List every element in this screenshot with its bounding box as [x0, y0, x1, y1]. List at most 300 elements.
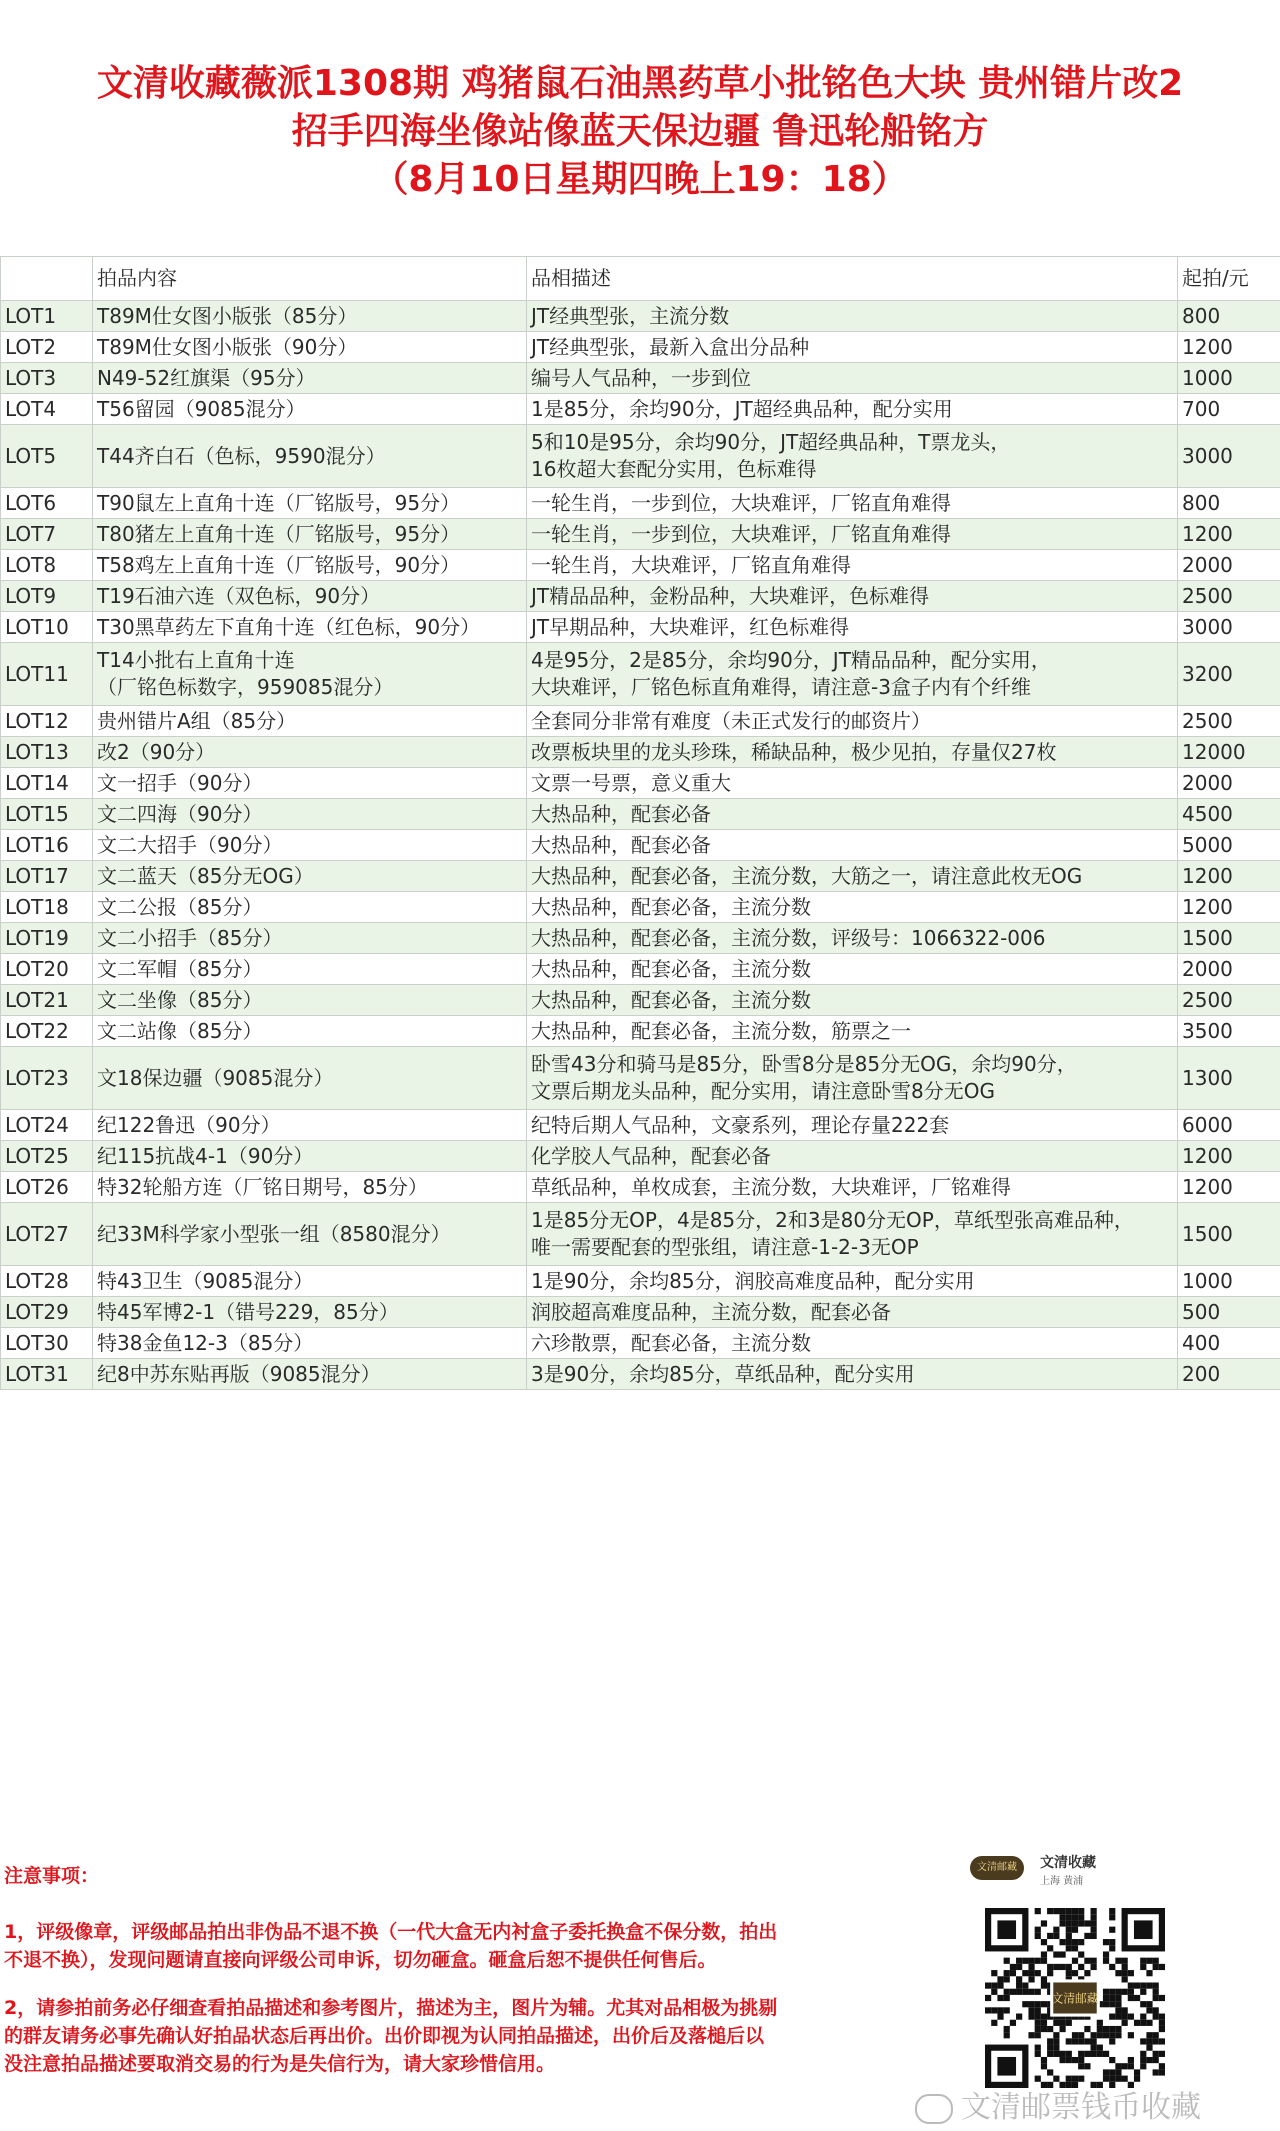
qr-module: [1146, 2057, 1152, 2063]
table-header-row: [1, 257, 1280, 301]
qr-module: [1004, 1958, 1010, 1964]
lot-description: [527, 1328, 1178, 1359]
lot-description: [527, 394, 1178, 425]
note-2: [4, 1994, 884, 2078]
table-row: [1, 1297, 1280, 1328]
table-row: [1, 1172, 1280, 1203]
title-line-3: （8月10日星期四晚上19：18）: [372, 159, 908, 200]
qr-module: [1091, 1933, 1097, 1939]
note-2-line-1: 2，请参拍前务必仔细查看拍品描述和参考图片，描述为主，图片为辅。尤其对品相极为挑剔: [4, 1997, 778, 2019]
lot-number: LOT3: [1, 363, 93, 394]
lot-start-price: 1200: [1178, 861, 1280, 892]
qr-module: [1128, 2063, 1134, 2069]
lot-item: 文二大招手（90分）: [93, 830, 527, 861]
lot-item: 特38金鱼12-3（85分）: [93, 1328, 527, 1359]
lot-start-price: 400: [1178, 1328, 1280, 1359]
qr-module: [1122, 1989, 1128, 1995]
qr-module: [1128, 1982, 1134, 1988]
qr-module: [1084, 2051, 1090, 2057]
qr-module: [1041, 2020, 1047, 2026]
qr-module: [1047, 2038, 1053, 2044]
table-row: [1, 301, 1280, 332]
qr-module: [1078, 2038, 1084, 2044]
qr-module: [1047, 1933, 1053, 1939]
qr-module: [1028, 1989, 1034, 1995]
qr-module: [1103, 2026, 1109, 2032]
lot-number: LOT9: [1, 581, 93, 612]
qr-module: [997, 2057, 1016, 2076]
lot-description: [527, 1141, 1178, 1172]
table-row: [1, 643, 1280, 706]
qr-module: [1053, 2051, 1059, 2057]
title-line-2: 招手四海坐像站像蓝天保边疆 鲁迅轮船铭方: [291, 111, 989, 152]
lot-item: 文一招手（90分）: [93, 768, 527, 799]
qr-module: [1035, 1958, 1041, 1964]
table-row: [1, 768, 1280, 799]
qr-module: [1004, 1976, 1010, 1982]
qr-module: [1078, 1951, 1084, 1957]
lot-number: LOT16: [1, 830, 93, 861]
qr-module: [1066, 1920, 1072, 1926]
watermark: [915, 2082, 1201, 2126]
qr-module: [1097, 2051, 1103, 2057]
qr-module: [1072, 2038, 1078, 2044]
qr-module: [1041, 1920, 1047, 1926]
qr-module: [1022, 2001, 1028, 2007]
qr-module: [1072, 1939, 1078, 1945]
lot-description-line: 大热品种，配套必备，主流分数: [531, 894, 811, 919]
lot-item: 改2（90分）: [93, 737, 527, 768]
lot-description: [527, 799, 1178, 830]
lot-number: LOT25: [1, 1141, 93, 1172]
table-row: [1, 394, 1280, 425]
qr-module: [1103, 2076, 1109, 2082]
qr-module: [1041, 2001, 1047, 2007]
qr-module: [1115, 2007, 1121, 2013]
qr-module: [1059, 2051, 1065, 2057]
lot-start-price: 3000: [1178, 612, 1280, 643]
qr-module: [991, 1970, 997, 1976]
lot-start-price: 1300: [1178, 1047, 1280, 1110]
header-item: 拍品内容: [93, 257, 527, 301]
qr-module: [1035, 1970, 1041, 1976]
lot-description: [527, 861, 1178, 892]
qr-module: [997, 1995, 1003, 2001]
qr-module: [1109, 2076, 1115, 2082]
qr-module: [1041, 2063, 1047, 2069]
qr-module: [1122, 1976, 1128, 1982]
qr-module: [1059, 2020, 1065, 2026]
lot-start-price: 2500: [1178, 706, 1280, 737]
qr-module: [1153, 1989, 1159, 1995]
lot-start-price: 2000: [1178, 768, 1280, 799]
lot-description-line: 一轮生肖，一步到位，大块难评，厂铭直角难得: [531, 490, 951, 515]
lot-number: LOT21: [1, 985, 93, 1016]
qr-module: [1140, 1982, 1146, 1988]
qr-module: [1028, 2032, 1034, 2038]
lot-description-line: 1是90分，余均85分，润胶高难度品种，配分实用: [531, 1268, 975, 1293]
qr-module: [1140, 2020, 1146, 2026]
lot-item-line: （厂铭色标数字，959085混分）: [97, 675, 394, 699]
lot-item: 纪8中苏东贴再版（9085混分）: [93, 1359, 527, 1390]
lot-description: [527, 768, 1178, 799]
qr-module: [1059, 1920, 1065, 1926]
qr-module: [1066, 2038, 1072, 2044]
qr-module: [1091, 2045, 1097, 2051]
lot-description-line: JT精品品种，金粉品种，大块难评，色标难得: [531, 583, 930, 608]
qr-module: [1153, 2038, 1159, 2044]
lot-start-price: 2500: [1178, 985, 1280, 1016]
lot-description-line: 1是85分无OP，4是85分，2和3是80分无OP，草纸型张高难品种，: [531, 1208, 1134, 1232]
lot-item: 纪115抗战4-1（90分）: [93, 1141, 527, 1172]
lot-description: [527, 923, 1178, 954]
lot-description-line: 16枚超大套配分实用，色标难得: [531, 457, 817, 481]
qr-module: [997, 1982, 1003, 1988]
qr-module: [1028, 2014, 1034, 2020]
qr-module: [1153, 2051, 1159, 2057]
lot-description: [527, 892, 1178, 923]
qr-module: [1097, 2032, 1103, 2038]
note-2-line-2: 的群友请务必事先确认好拍品状态后再出价。出价即视为认同拍品描述，出价后及落槌后以: [4, 2025, 765, 2047]
lot-item: T58鸡左上直角十连（厂铭版号，90分）: [93, 550, 527, 581]
qr-module: [1140, 1958, 1146, 1964]
lot-description: [527, 332, 1178, 363]
lot-item: T90鼠左上直角十连（厂铭版号，95分）: [93, 488, 527, 519]
qr-module: [1084, 1958, 1090, 1964]
qr-module: [1134, 2020, 1140, 2026]
qr-module: [1066, 1908, 1072, 1914]
lot-description: [527, 1203, 1178, 1266]
lot-start-price: 4500: [1178, 799, 1280, 830]
qr-module: [1035, 2001, 1041, 2007]
table-row: [1, 954, 1280, 985]
qr-module: [1109, 1939, 1115, 1945]
table-row: [1, 892, 1280, 923]
qr-module: [1053, 2038, 1059, 2044]
qr-module: [1159, 2063, 1165, 2069]
lot-item: 文18保边疆（9085混分）: [93, 1047, 527, 1110]
qr-module: [1103, 1958, 1109, 1964]
lot-item: T56留园（9085混分）: [93, 394, 527, 425]
lot-description-line: 大热品种，配套必备，主流分数: [531, 956, 811, 981]
qr-module: [1066, 1945, 1072, 1951]
table-row: [1, 581, 1280, 612]
qr-module: [1159, 2014, 1165, 2020]
table-row: [1, 985, 1280, 1016]
qr-module: [1115, 1989, 1121, 1995]
qr-module: [1010, 2020, 1016, 2026]
qr-module: [1128, 1970, 1134, 1976]
qr-module: [1091, 2032, 1097, 2038]
qr-module: [1010, 1989, 1016, 1995]
lot-description: [527, 643, 1178, 706]
qr-module: [1028, 1970, 1034, 1976]
qr-module: [1072, 1927, 1078, 1933]
qr-module: [985, 2007, 991, 2013]
qr-module: [1053, 1933, 1059, 1939]
qr-module: [985, 1995, 991, 2001]
qr-module: [1128, 2014, 1134, 2020]
qr-module: [1159, 2020, 1165, 2026]
qr-module: [1078, 2057, 1084, 2063]
lot-item: T80猪左上直角十连（厂铭版号，95分）: [93, 519, 527, 550]
qr-module: [1066, 2051, 1072, 2057]
lot-item: 纪122鲁迅（90分）: [93, 1110, 527, 1141]
header-desc: 品相描述: [527, 257, 1178, 301]
qr-module: [1047, 2051, 1053, 2057]
qr-module: [1146, 2045, 1152, 2051]
table-row: [1, 488, 1280, 519]
lot-description: [527, 581, 1178, 612]
lot-description-line: 编号人气品种，一步到位: [531, 365, 751, 390]
qr-module: [1122, 2063, 1128, 2069]
lot-number: LOT24: [1, 1110, 93, 1141]
lot-start-price: 1500: [1178, 1203, 1280, 1266]
lot-number: LOT6: [1, 488, 93, 519]
lot-description-line: 大热品种，配套必备，主流分数，评级号：1066322-006: [531, 925, 1046, 950]
qr-module: [1146, 2001, 1152, 2007]
lot-description: [527, 488, 1178, 519]
qr-module: [1066, 1939, 1072, 1945]
qr-module: [997, 1976, 1003, 1982]
qr-module: [1140, 2063, 1146, 2069]
qr-module: [1146, 1958, 1152, 1964]
qr-module: [1128, 2057, 1134, 2063]
lot-item: N49-52红旗渠（95分）: [93, 363, 527, 394]
qr-module: [1140, 2001, 1146, 2007]
lot-start-price: 2500: [1178, 581, 1280, 612]
lot-description-line: 纪特后期人气品种，文豪系列，理论存量222套: [531, 1112, 950, 1137]
brand-name: 文清收藏: [1040, 1855, 1096, 1871]
qr-module: [1047, 1964, 1053, 1970]
note-1: [4, 1918, 884, 1974]
lot-description-line: 文票一号票，意义重大: [531, 770, 731, 795]
lot-number: LOT27: [1, 1203, 93, 1266]
qr-module: [1109, 2057, 1115, 2063]
qr-module: [1028, 1976, 1034, 1982]
lot-start-price: 1000: [1178, 363, 1280, 394]
qr-module: [1066, 1933, 1072, 1939]
lot-number: LOT31: [1, 1359, 93, 1390]
qr-module: [1109, 1989, 1115, 1995]
lot-number: LOT1: [1, 301, 93, 332]
lot-start-price: 1200: [1178, 1141, 1280, 1172]
qr-module: [1059, 1964, 1065, 1970]
qr-module: [1053, 2045, 1059, 2051]
lot-item: 文二公报（85分）: [93, 892, 527, 923]
lot-number: LOT10: [1, 612, 93, 643]
qr-module: [1004, 1995, 1010, 2001]
qr-module: [1066, 2057, 1072, 2063]
lot-item: T44齐白石（色标，9590混分）: [93, 425, 527, 488]
qr-module: [985, 1982, 991, 1988]
qr-module: [1134, 1995, 1140, 2001]
lot-description-line: JT经典型张，主流分数: [531, 303, 730, 328]
qr-module: [1109, 1927, 1115, 1933]
lot-description-line: 大热品种，配套必备，主流分数，大筋之一，请注意此枚无OG: [531, 863, 1083, 888]
qr-module: [991, 1982, 997, 1988]
qr-module: [1146, 2020, 1152, 2026]
wechat-icon: [915, 2094, 953, 2124]
qr-module: [1041, 2014, 1047, 2020]
qr-module: [1041, 2057, 1047, 2063]
lot-description: [527, 1297, 1178, 1328]
qr-module: [1134, 1982, 1140, 1988]
qr-module: [1122, 1970, 1128, 1976]
qr-module: [1103, 2032, 1109, 2038]
qr-module: [1059, 2026, 1065, 2032]
qr-module: [1004, 1970, 1010, 1976]
brand-row: [970, 1850, 1230, 1900]
qr-module: [1059, 2057, 1065, 2063]
lot-description: [527, 737, 1178, 768]
qr-module: [1084, 2063, 1090, 2069]
qr-module: [1103, 1939, 1109, 1945]
lot-start-price: 3200: [1178, 643, 1280, 706]
qr-module: [1153, 1995, 1159, 2001]
lot-number: LOT14: [1, 768, 93, 799]
lot-number: LOT26: [1, 1172, 93, 1203]
qr-module: [1084, 1970, 1090, 1976]
qr-module: [1109, 1945, 1115, 1951]
lot-item: 文二四海（90分）: [93, 799, 527, 830]
lot-description: [527, 830, 1178, 861]
qr-module: [1122, 1964, 1128, 1970]
qr-code[interactable]: [985, 1908, 1165, 2088]
qr-module: [1122, 2076, 1128, 2082]
qr-module: [991, 2007, 997, 2013]
lot-start-price: 800: [1178, 301, 1280, 332]
qr-module: [1041, 2026, 1047, 2032]
qr-module: [1072, 1908, 1078, 1914]
qr-module: [1078, 2076, 1084, 2082]
lot-start-price: 200: [1178, 1359, 1280, 1390]
qr-module: [1146, 2007, 1152, 2013]
qr-module: [1078, 1914, 1084, 1920]
qr-module: [1022, 1989, 1028, 1995]
qr-module: [1022, 1982, 1028, 1988]
qr-module: [1016, 1964, 1022, 1970]
lot-description-line: JT早期品种，大块难评，红色标难得: [531, 614, 850, 639]
qr-module: [1122, 2020, 1128, 2026]
lot-start-price: 1200: [1178, 1172, 1280, 1203]
qr-module: [1072, 1920, 1078, 1926]
qr-module: [1109, 2032, 1115, 2038]
lot-description-line: 一轮生肖，大块难评，厂铭直角难得: [531, 552, 851, 577]
lot-start-price: 5000: [1178, 830, 1280, 861]
qr-module: [1115, 2032, 1121, 2038]
lot-description: [527, 706, 1178, 737]
qr-module: [1159, 2051, 1165, 2057]
lot-start-price: 700: [1178, 394, 1280, 425]
auction-title: [0, 60, 1280, 204]
note-2-line-3: 没注意拍品描述要取消交易的行为是失信行为，请大家珍惜信用。: [4, 2053, 556, 2075]
table-row: [1, 923, 1280, 954]
lot-description: [527, 1047, 1178, 1110]
qr-module: [1122, 2014, 1128, 2020]
notes-section: [4, 1862, 884, 2098]
lot-item: 文二蓝天（85分无OG）: [93, 861, 527, 892]
lot-start-price: 1200: [1178, 519, 1280, 550]
qr-module: [1066, 1927, 1072, 1933]
qr-module: [1109, 1914, 1115, 1920]
lot-item: 贵州错片A组（85分）: [93, 706, 527, 737]
qr-module: [1004, 2032, 1010, 2038]
qr-module: [1078, 1964, 1084, 1970]
note-1-line-1: 1，评级像章，评级邮品拍出非伪品不退不换（一代大盒无内衬盒子委托换盒不保分数，拍出: [4, 1921, 778, 1943]
qr-module: [1078, 1908, 1084, 1914]
qr-module: [1078, 1920, 1084, 1926]
qr-module: [1078, 2051, 1084, 2057]
table-row: [1, 737, 1280, 768]
qr-module: [1159, 2038, 1165, 2044]
lot-number: LOT30: [1, 1328, 93, 1359]
lot-item: 文二小招手（85分）: [93, 923, 527, 954]
qr-module: [1146, 1970, 1152, 1976]
table-row: [1, 1110, 1280, 1141]
lot-description-line: 唯一需要配套的型张组，请注意-1-2-3无OP: [531, 1235, 919, 1259]
lot-start-price: 2000: [1178, 954, 1280, 985]
qr-module: [1103, 1951, 1109, 1957]
qr-module: [1041, 1951, 1047, 1957]
lot-number: LOT18: [1, 892, 93, 923]
lot-description-line: 卧雪43分和骑马是85分，卧雪8分是85分无OG，余均90分，: [531, 1052, 1077, 1076]
qr-module: [1035, 2032, 1041, 2038]
lot-description-line: 改票板块里的龙头珍珠，稀缺品种，极少见拍，存量仅27枚: [531, 739, 1057, 764]
qr-module: [1146, 1982, 1152, 1988]
qr-module: [1122, 2007, 1128, 2013]
qr-module: [1059, 1939, 1065, 1945]
qr-module: [1115, 2026, 1121, 2032]
qr-module: [1066, 1970, 1072, 1976]
table-row: [1, 1328, 1280, 1359]
qr-module: [1072, 2076, 1078, 2082]
lot-start-price: 3000: [1178, 425, 1280, 488]
lot-description: [527, 954, 1178, 985]
qr-module: [1041, 1939, 1047, 1945]
lot-description-line: 大热品种，配套必备: [531, 832, 711, 857]
lot-description: [527, 1016, 1178, 1047]
table-row: [1, 799, 1280, 830]
table-row: [1, 1266, 1280, 1297]
qr-module: [1115, 2001, 1121, 2007]
qr-module: [1072, 1914, 1078, 1920]
qr-module: [1016, 1958, 1022, 1964]
qr-module: [1066, 1914, 1072, 1920]
lot-number: LOT8: [1, 550, 93, 581]
qr-module: [1022, 1958, 1028, 1964]
qr-module: [1103, 2001, 1109, 2007]
qr-module: [1115, 1958, 1121, 1964]
lot-description: [527, 1172, 1178, 1203]
lot-item: 特43卫生（9085混分）: [93, 1266, 527, 1297]
qr-module: [1035, 2026, 1041, 2032]
qr-module: [1022, 1970, 1028, 1976]
qr-module: [1047, 2069, 1053, 2075]
qr-module: [1103, 1989, 1109, 1995]
lot-number: LOT2: [1, 332, 93, 363]
qr-module: [1053, 1951, 1059, 1957]
lot-number: LOT17: [1, 861, 93, 892]
qr-module: [997, 2014, 1003, 2020]
lot-description-line: 大块难评，厂铭色标直角难得，请注意-3盒子内有个纤维: [531, 675, 1031, 699]
lot-item: 特45军博2-1（错号229，85分）: [93, 1297, 527, 1328]
qr-module: [1053, 2032, 1059, 2038]
notes-heading: 注意事项：: [4, 1865, 100, 1887]
qr-module: [1084, 2038, 1090, 2044]
qr-module: [1128, 2032, 1134, 2038]
qr-module: [1028, 1964, 1034, 1970]
